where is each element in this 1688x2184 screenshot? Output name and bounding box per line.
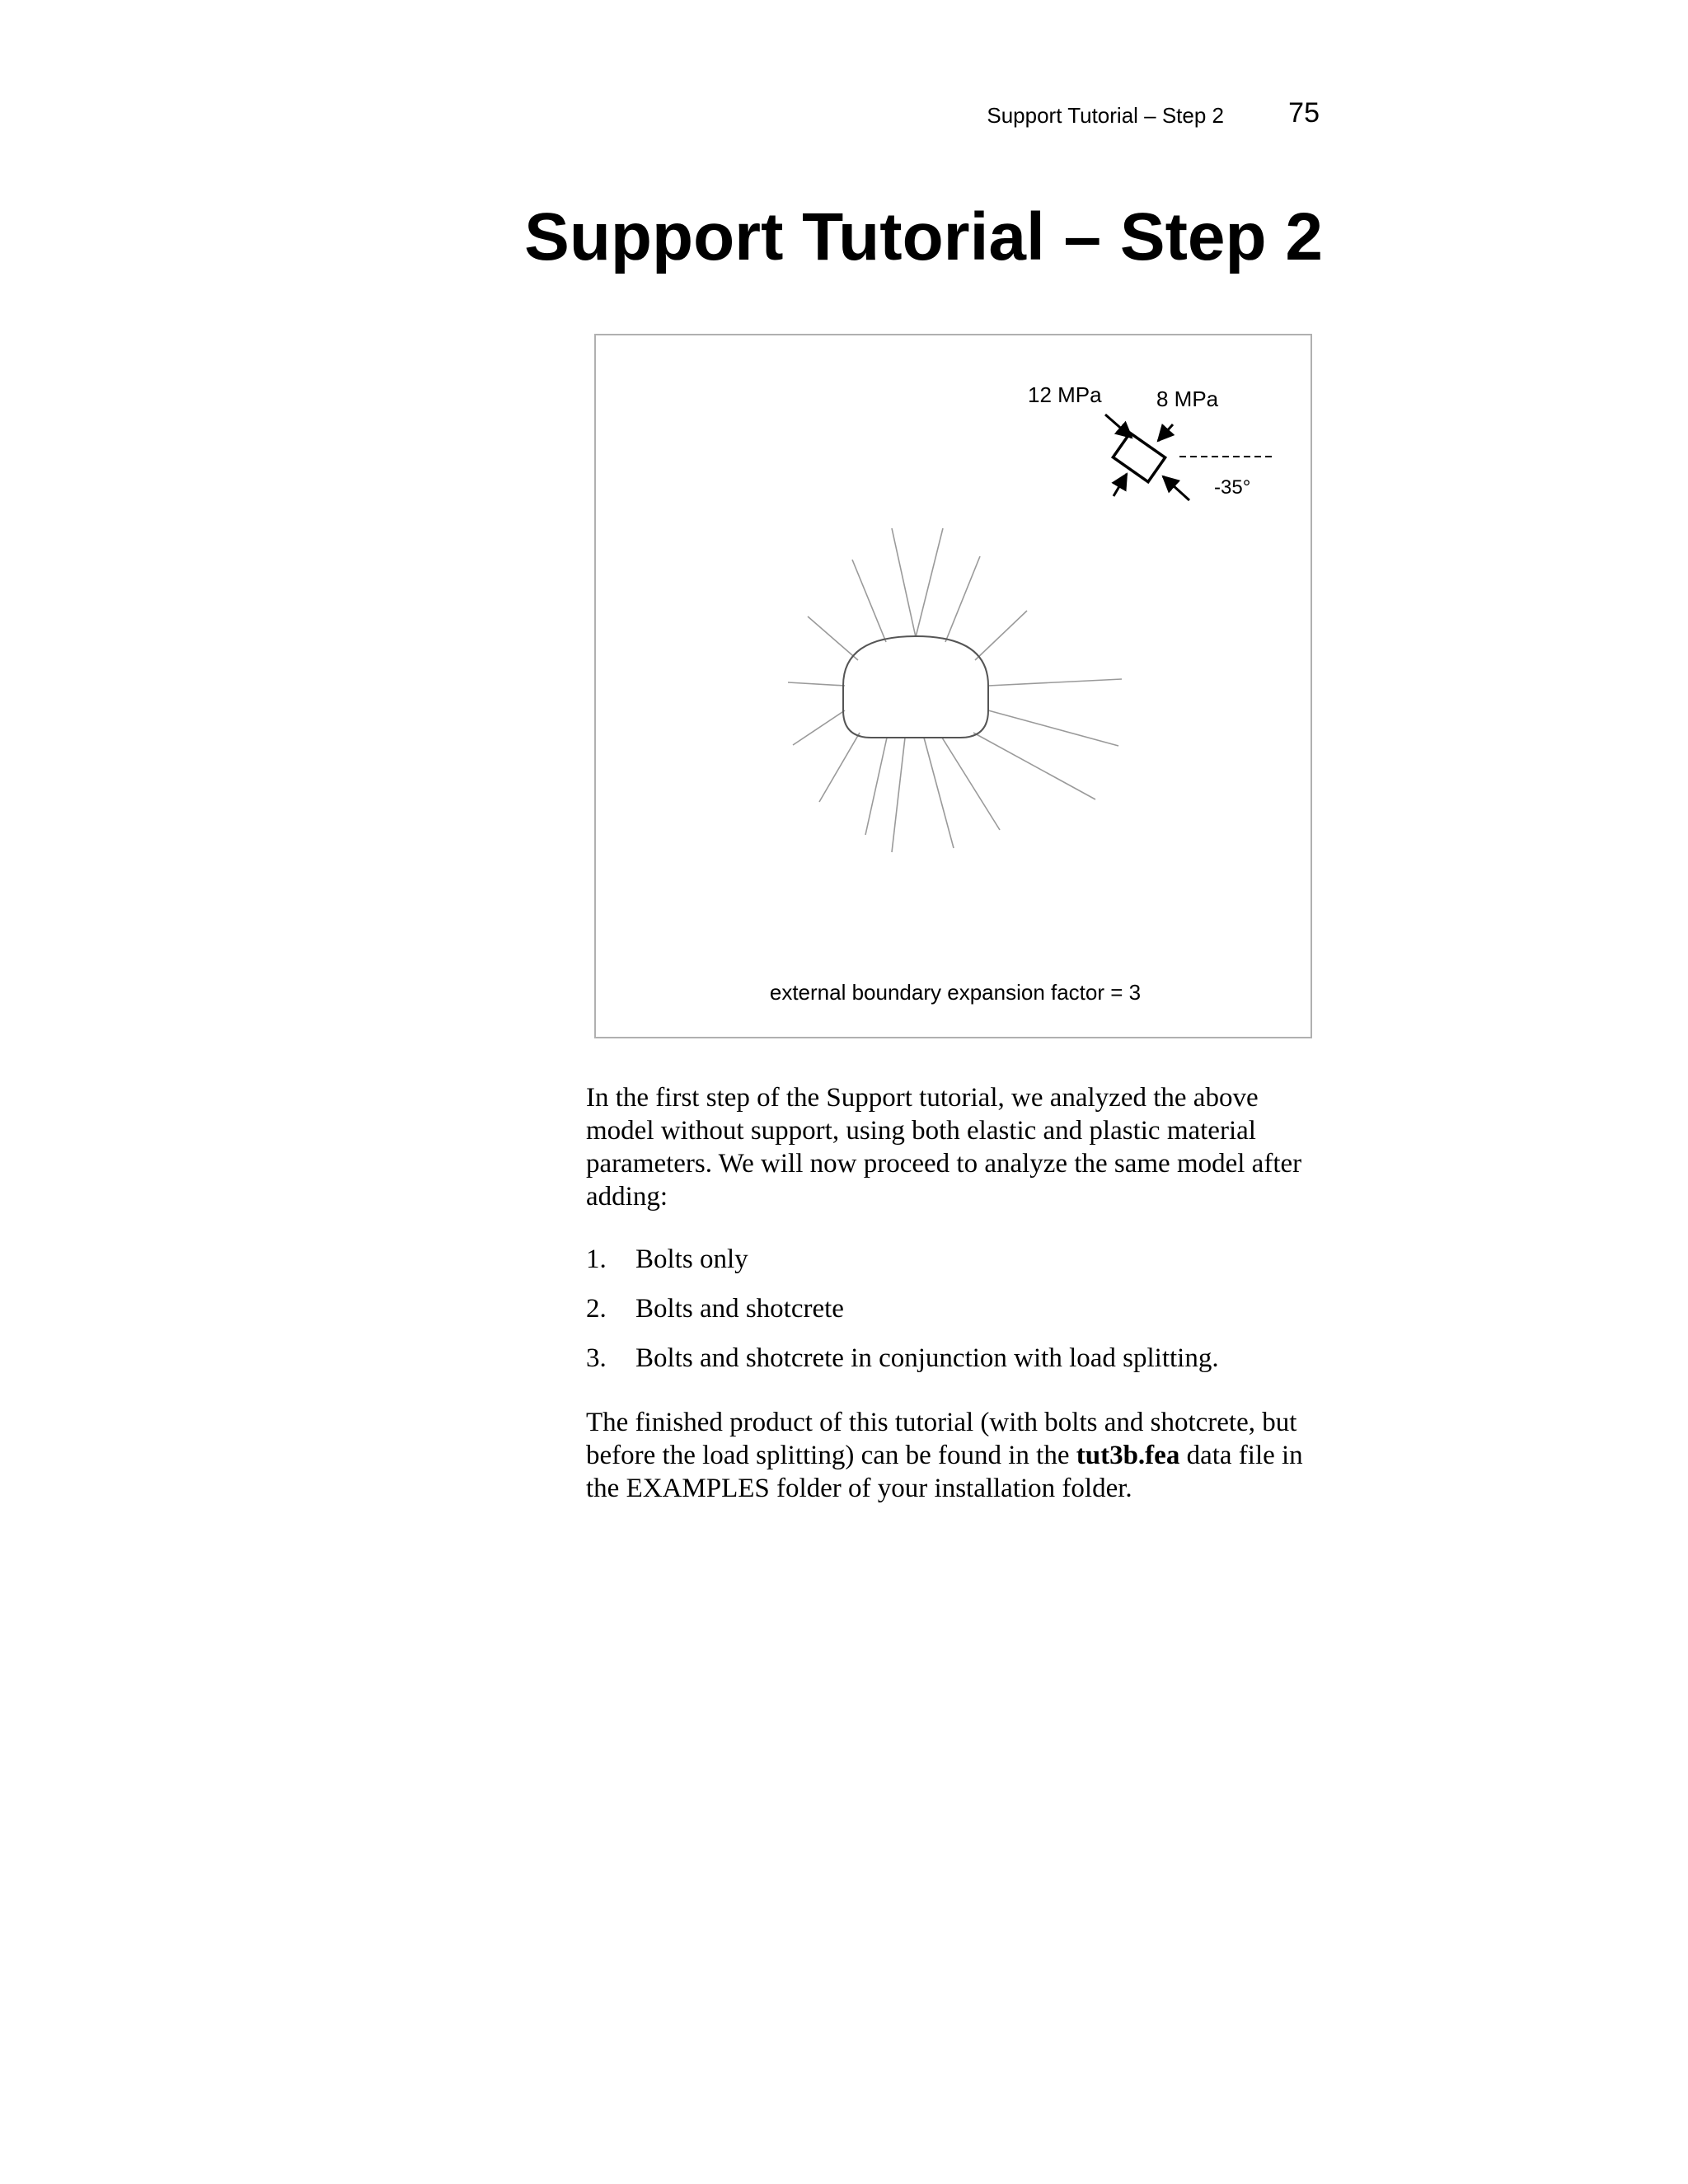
list-item-text: Bolts and shotcrete	[635, 1294, 844, 1324]
stress-element-box	[1113, 433, 1165, 481]
model-figure	[594, 334, 1312, 1038]
list-item-text: Bolts only	[635, 1244, 748, 1274]
rock-bolt	[865, 738, 887, 835]
rock-bolt	[924, 738, 954, 848]
rock-bolt	[988, 710, 1118, 746]
list-item	[586, 1243, 1328, 1292]
list-item-text: Bolts and shotcrete in conjunction with load splitting.	[635, 1343, 1219, 1373]
rock-bolt	[892, 528, 916, 637]
rock-bolt	[988, 679, 1122, 686]
list-item-number: 3.	[586, 1343, 607, 1373]
list-item-number: 2.	[586, 1294, 607, 1324]
page-number: 75	[1288, 97, 1320, 129]
stress-element	[1028, 382, 1275, 500]
list-item-number: 1.	[586, 1244, 607, 1274]
rock-bolt	[819, 733, 860, 802]
closing-paragraph	[586, 1406, 1328, 1505]
list-item	[586, 1342, 1328, 1391]
rock-bolt	[852, 560, 886, 642]
data-file-name: tut3b.fea	[1076, 1441, 1180, 1470]
list-item	[586, 1292, 1328, 1342]
rock-bolt	[975, 611, 1027, 660]
rock-bolt	[916, 528, 943, 637]
tunnel-model-diagram	[596, 335, 1314, 1040]
tunnel-excavation-outline	[843, 636, 988, 738]
running-title: Support Tutorial – Step 2	[987, 103, 1224, 128]
sigma3-label: 8 MPa	[1156, 387, 1219, 411]
rock-bolts	[788, 528, 1122, 852]
rock-bolt	[945, 556, 980, 642]
sigma3-arrow-top	[1158, 424, 1173, 441]
sigma3-arrow-bottom	[1114, 474, 1127, 496]
sigma1-label: 12 MPa	[1028, 382, 1102, 407]
intro-paragraph: In the first step of the Support tutorial, we analyzed the above model without support, using both elastic and plastic material parameters. We will now proceed to analyze the same model after adding:	[586, 1083, 1302, 1212]
angle-label: -35°	[1214, 476, 1251, 499]
rock-bolt	[892, 738, 905, 852]
rock-bolt	[942, 738, 1000, 830]
rock-bolt	[788, 682, 845, 686]
closing-text-before: The finished product of this tutorial (with bolts and shotcrete, but before the load splitting) can be found in the	[586, 1408, 1297, 1470]
support-steps-list	[586, 1243, 1328, 1391]
page-title: Support Tutorial – Step 2	[524, 199, 1323, 274]
rock-bolt	[808, 616, 858, 660]
figure-caption: external boundary expansion factor = 3	[769, 980, 1142, 1005]
sigma1-arrow-top	[1105, 415, 1132, 438]
rock-bolt	[973, 733, 1095, 799]
running-header	[824, 97, 1323, 138]
sigma1-arrow-bottom	[1163, 476, 1189, 500]
closing-text-after: data file in the EXAMPLES folder of your installation folder.	[586, 1441, 1303, 1503]
rock-bolt	[793, 710, 845, 745]
